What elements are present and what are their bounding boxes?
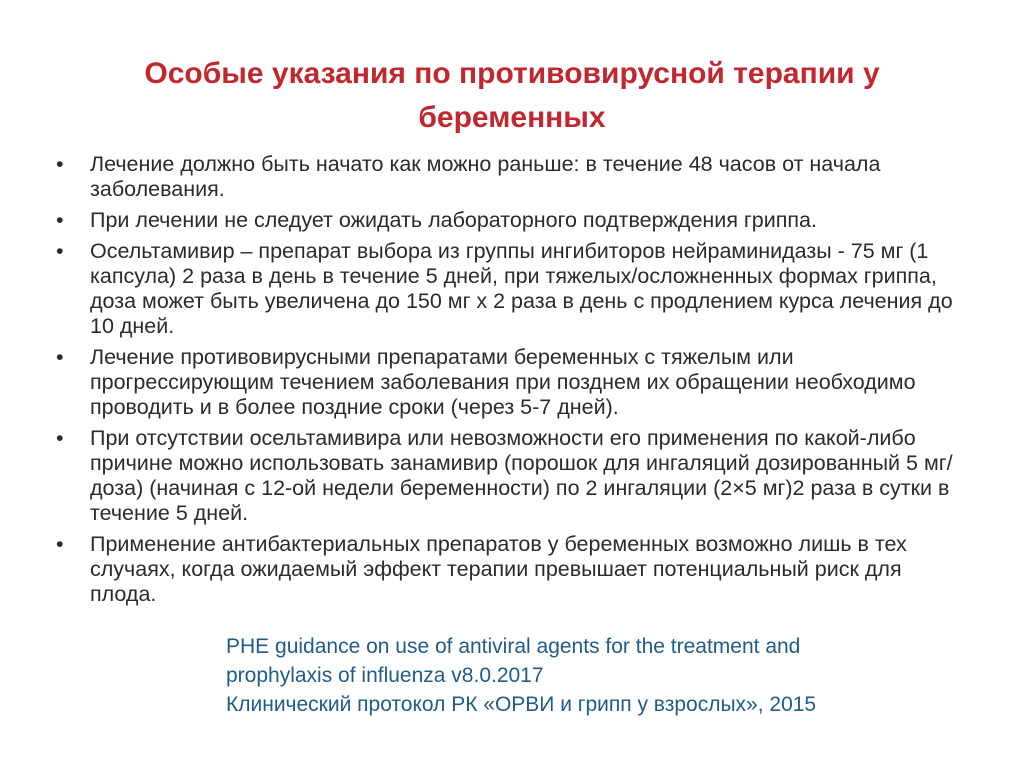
bullet-text: При лечении не следует ожидать лабораторного подтверждения гриппа. [90, 208, 817, 232]
bullet-icon: • [56, 152, 64, 176]
reference-line: prophylaxis of influenza v8.0.2017 [226, 664, 544, 687]
bullet-text: Лечение противовирусными препаратами беременных с тяжелым или прогрессирующим течением заболевания при позднем их обращении необходимо проводить и в более поздние сроки (через 5-7 дней). [90, 345, 916, 419]
bullet-item [56, 152, 968, 202]
bullet-item [56, 208, 968, 233]
bullet-list [56, 152, 968, 613]
reference-line: PHE guidance on use of antiviral agents for the treatment and [226, 635, 801, 658]
slide-title: Особые указания по противовирусной терапии у беременных [144, 57, 880, 134]
bullet-icon: • [56, 239, 64, 263]
bullet-item [56, 426, 968, 526]
bullet-icon: • [56, 345, 64, 369]
bullet-item [56, 345, 968, 420]
bullet-item [56, 239, 968, 339]
reference-line: Клинический протокол РК «ОРВИ и грипп у взрослых», 2015 [226, 693, 817, 716]
bullet-text: Применение антибактериальных препаратов у беременных возможно лишь в тех случаях, когда ожидаемый эффект терапии превышает потенциальный риск для плода. [90, 532, 907, 606]
bullet-item [56, 532, 968, 607]
bullet-icon: • [56, 426, 64, 450]
bullet-icon: • [56, 532, 64, 556]
bullet-text: Осельтамивир – препарат выбора из группы ингибиторов нейраминидазы - 75 мг (1 капсула) 2 раза в день в течение 5 дней, при тяжелых/осложненных формах гриппа, доза может быть увеличена до 150 мг х 2 раза в день с продлением курса лечения до 10 дней. [90, 239, 953, 338]
bullet-icon: • [56, 208, 64, 232]
references [226, 632, 946, 719]
bullet-text: Лечение должно быть начато как можно раньше: в течение 48 часов от начала заболевания. [90, 152, 881, 201]
bullet-text: При отсутствии осельтамивира или невозможности его применения по какой-либо причине можно использовать занамивир (порошок для ингаляций дозированный 5 мг/доза) (начиная с 12-ой недели беременности) по 2 ингаляции (2×5 мг)2 раза в сутки в течение 5 дней. [90, 426, 953, 525]
